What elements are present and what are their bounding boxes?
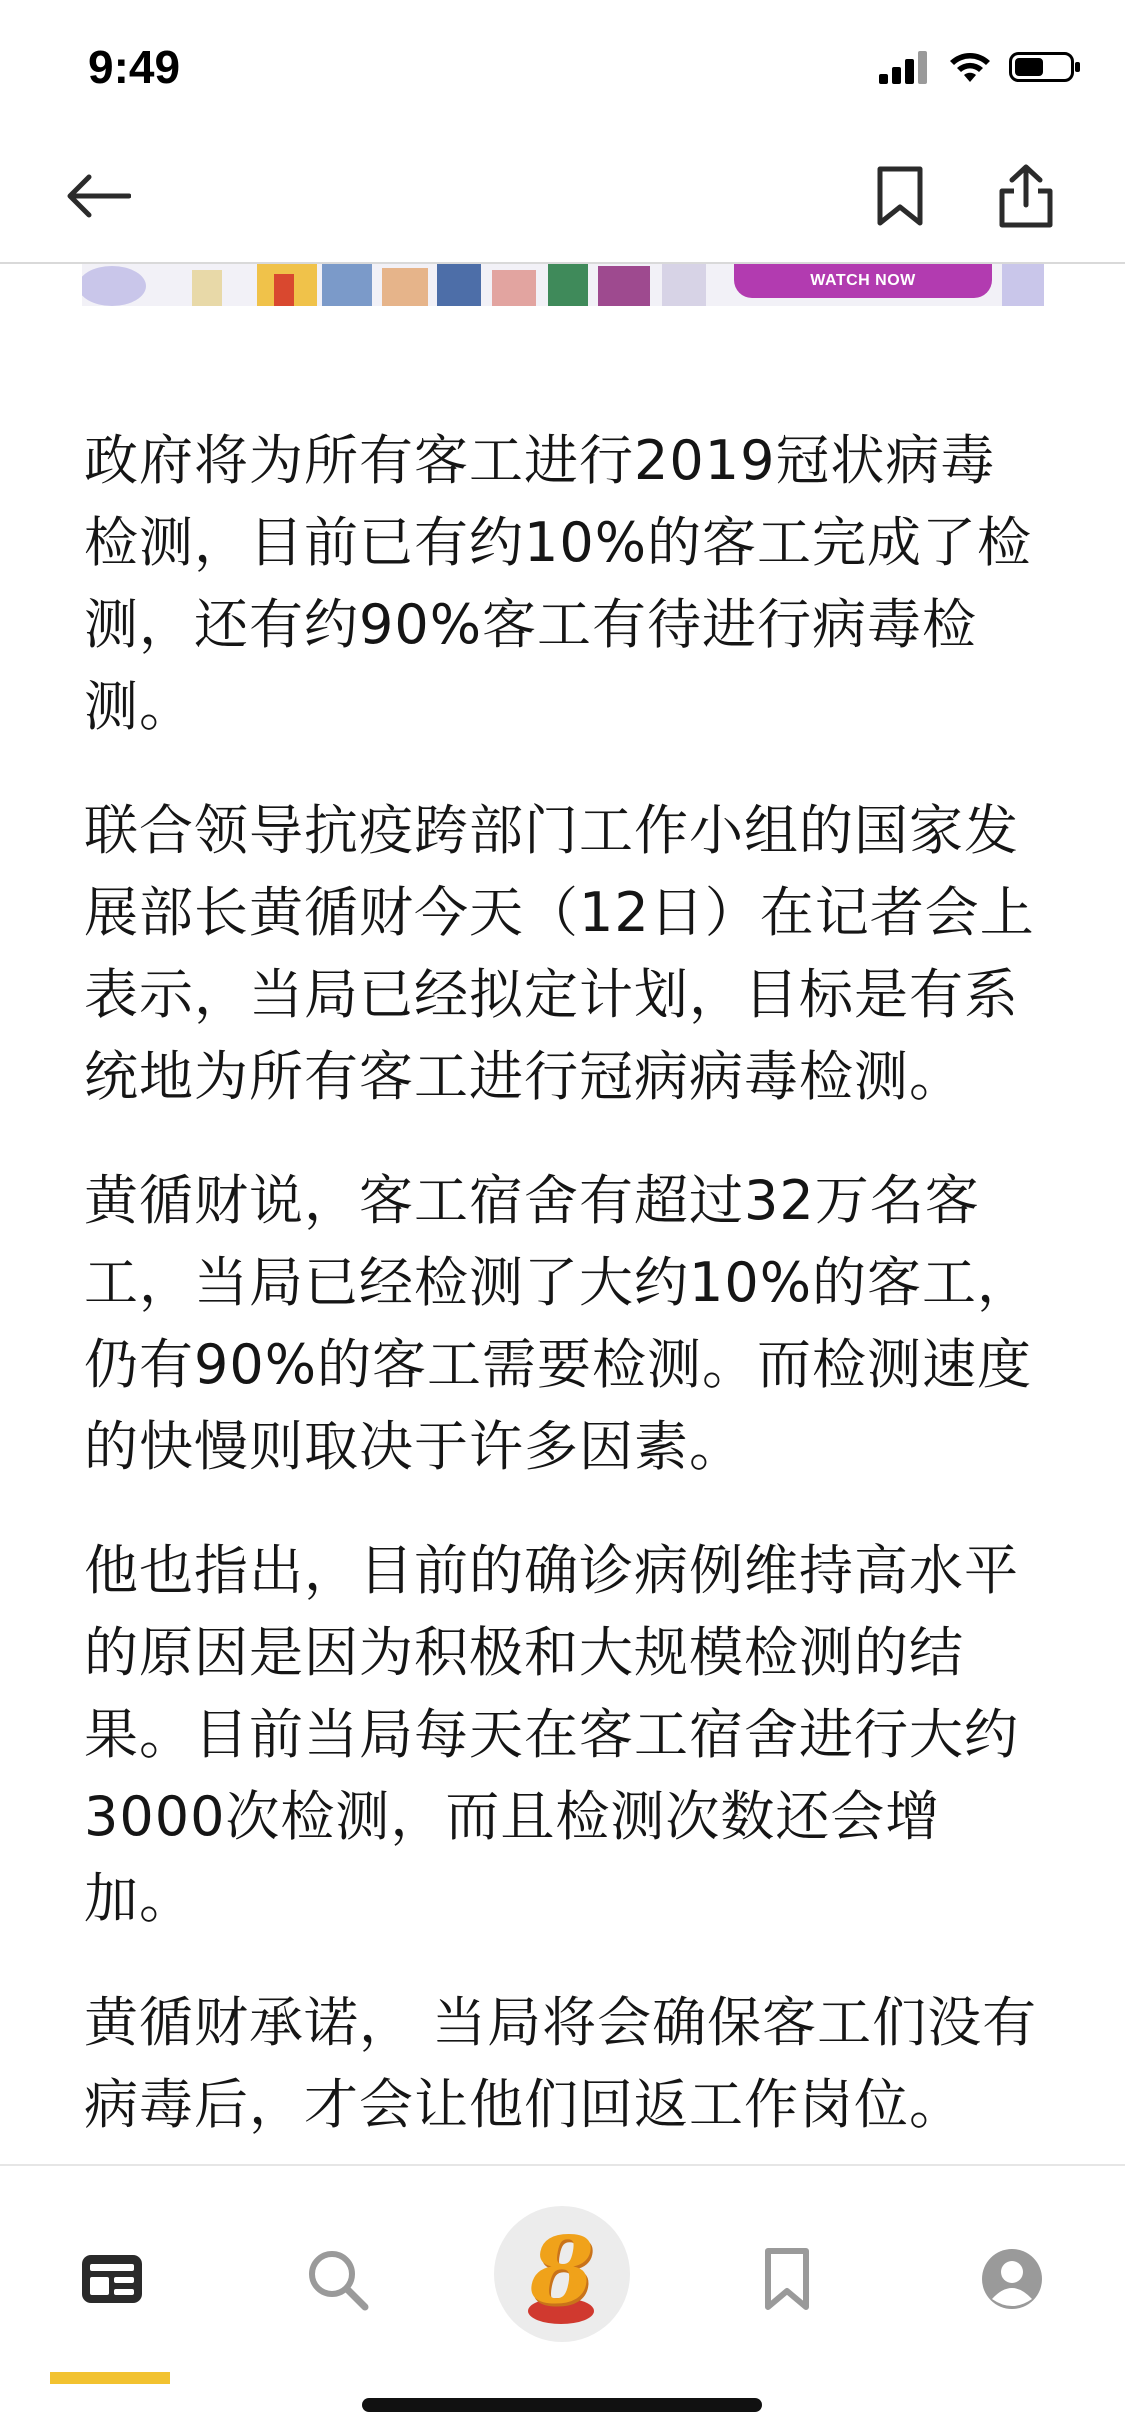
search-icon: [305, 2247, 369, 2315]
bookmark-icon: [874, 165, 926, 231]
watch-now-button[interactable]: WATCH NOW: [734, 264, 992, 298]
share-button[interactable]: [990, 162, 1062, 234]
share-icon: [996, 163, 1056, 233]
article-paragraph: 政府将为所有客工进行2019冠状病毒检测，目前已有约10%的客工完成了检测，还有约90%客工有待进行病毒检测。: [84, 429, 1033, 738]
cellular-signal-icon: [879, 50, 931, 88]
back-button[interactable]: [62, 162, 134, 234]
news-icon: [80, 2253, 144, 2309]
bookmark-button[interactable]: [864, 162, 936, 234]
wifi-icon: [949, 50, 991, 88]
home-indicator: [362, 2398, 762, 2412]
status-bar: [0, 0, 1125, 132]
profile-icon: [980, 2247, 1044, 2315]
advertisement-banner[interactable]: [82, 264, 1044, 306]
tab-saved[interactable]: [742, 2236, 832, 2326]
status-time: 9:49: [88, 41, 181, 93]
battery-icon: [1009, 50, 1081, 88]
article-paragraph: 黄循财说，客工宿舍有超过32万名客工，当局已经检测了大约10%的客工，仍有90%的客工需要检测。而检测速度的快慢则取决于许多因素。: [84, 1169, 1033, 1478]
channel8-home-button[interactable]: [494, 2206, 630, 2342]
tab-profile[interactable]: [967, 2236, 1057, 2326]
tab-search[interactable]: [292, 2236, 382, 2326]
article-paragraph: 他也指出，目前的确诊病例维持高水平的原因是因为积极和大规模检测的结果。目前当局每天在客工宿舍进行大约3000次检测，而且检测次数还会增加。: [84, 1539, 1019, 1930]
nav-bar: [0, 132, 1125, 264]
status-icons: [879, 50, 1081, 88]
article-body: [84, 420, 1044, 2188]
arrow-left-icon: [65, 173, 131, 223]
active-tab-indicator: [50, 2372, 170, 2384]
article-paragraph: 黄循财承诺， 当局将会确保客工们没有病毒后，才会让他们回返工作岗位。: [84, 1991, 1038, 2136]
tab-news[interactable]: [67, 2236, 157, 2326]
article-paragraph: 联合领导抗疫跨部门工作小组的国家发展部长黄循财今天（12日）在记者会上表示，当局已经拟定计划，目标是有系统地为所有客工进行冠病病毒检测。: [84, 799, 1035, 1108]
channel8-logo: 8: [529, 2216, 594, 2324]
bottom-tab-bar: [0, 2164, 1125, 2436]
bookmark-outline-icon: [762, 2247, 812, 2315]
